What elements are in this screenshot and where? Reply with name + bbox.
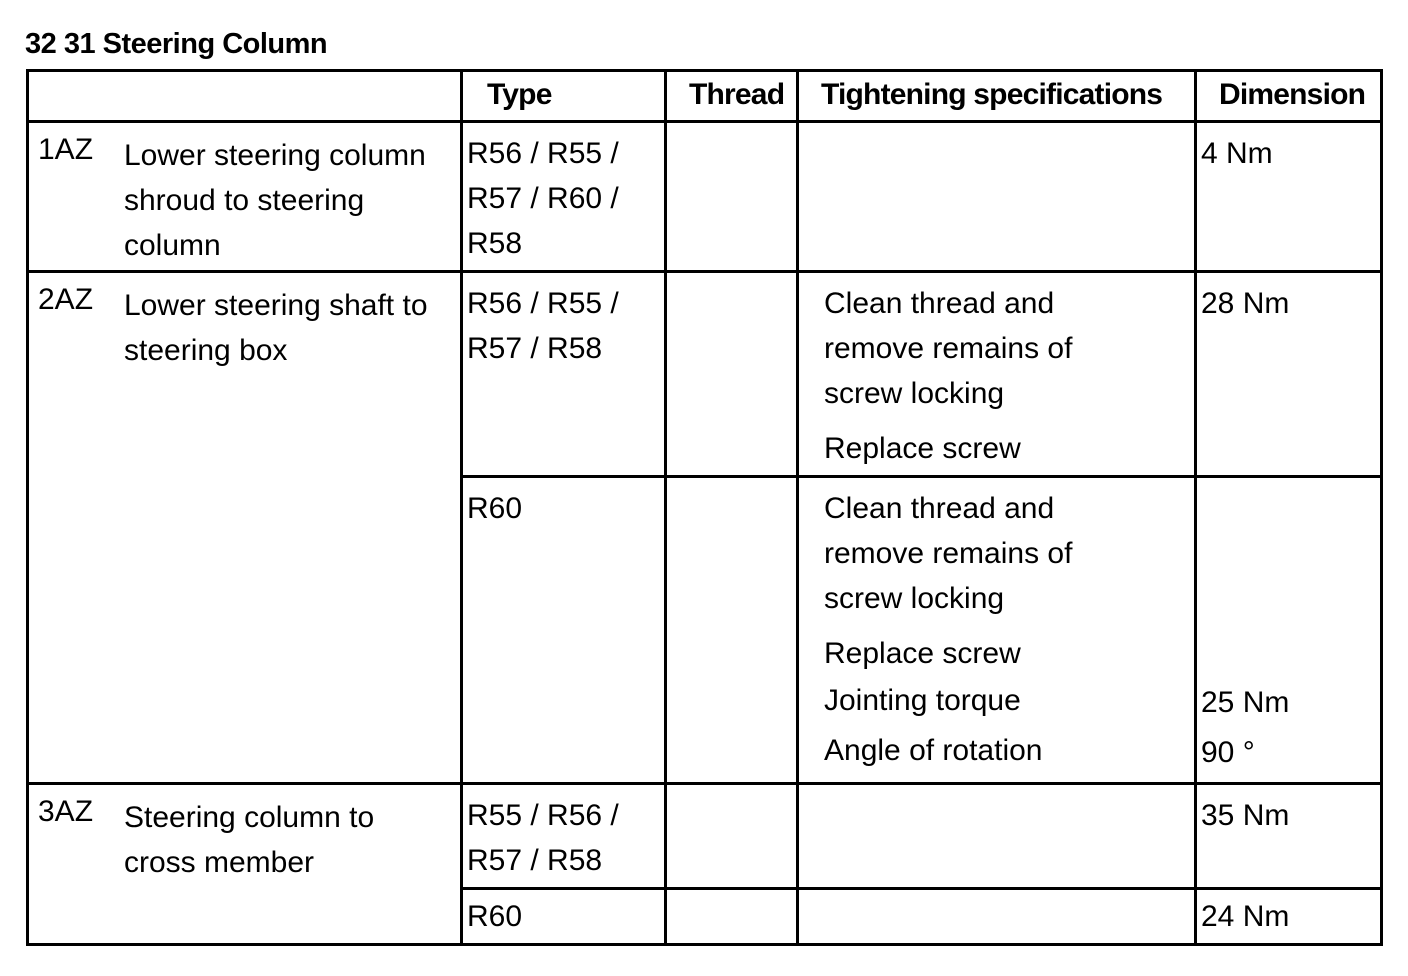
thread-cell <box>666 122 798 272</box>
dimension-cell <box>1196 477 1382 784</box>
spec-text: Clean thread and remove remains of screw locking <box>824 492 1073 615</box>
dimension-cell: 28 Nm <box>1196 272 1382 477</box>
thread-cell <box>666 272 798 477</box>
position-code: 2AZ <box>38 283 94 316</box>
header-type: Type <box>462 71 666 122</box>
spec-cell <box>798 272 1196 477</box>
header-position <box>28 71 462 122</box>
thread-cell <box>666 784 798 889</box>
dimension-cell: 24 Nm <box>1196 889 1382 945</box>
table-header-row <box>28 71 1382 122</box>
torque-step-label: Jointing torque <box>824 684 1021 717</box>
position-cell <box>28 784 462 945</box>
position-code: 1AZ <box>38 133 94 166</box>
table-row <box>28 122 1382 272</box>
position-description: Lower steering shaft to steering box <box>124 289 428 367</box>
type-cell: R55 / R56 / R57 / R58 <box>462 784 666 889</box>
torque-step-label: Angle of rotation <box>824 734 1043 767</box>
header-thread: Thread <box>666 71 798 122</box>
page-title: 32 31 Steering Column <box>25 28 328 60</box>
position-cell <box>28 122 462 272</box>
type-cell: R60 <box>462 889 666 945</box>
type-cell: R60 <box>462 477 666 784</box>
spec-cell <box>798 122 1196 272</box>
position-cell <box>28 272 462 784</box>
header-tightening-specifications: Tightening specifications <box>798 71 1196 122</box>
spec-cell <box>798 477 1196 784</box>
steering-column-spec-table <box>26 69 1383 946</box>
table-row <box>28 784 1382 889</box>
spec-text: Replace screw <box>824 432 1021 465</box>
position-description: Steering column to cross member <box>124 801 375 879</box>
thread-cell <box>666 477 798 784</box>
torque-step-value: 25 Nm <box>1201 686 1290 719</box>
header-dimension: Dimension <box>1196 71 1382 122</box>
type-cell: R56 / R55 / R57 / R60 / R58 <box>462 122 666 272</box>
position-description: Lower steering column shroud to steering column <box>124 139 426 262</box>
spec-cell <box>798 784 1196 889</box>
spec-text: Clean thread and remove remains of screw locking <box>824 287 1073 410</box>
dimension-cell: 35 Nm <box>1196 784 1382 889</box>
thread-cell <box>666 889 798 945</box>
position-code: 3AZ <box>38 795 94 828</box>
spec-cell <box>798 889 1196 945</box>
table-row <box>28 272 1382 477</box>
type-cell: R56 / R55 / R57 / R58 <box>462 272 666 477</box>
spec-text: Replace screw <box>824 637 1021 670</box>
dimension-cell: 4 Nm <box>1196 122 1382 272</box>
torque-step-value: 90 ° <box>1201 736 1255 769</box>
